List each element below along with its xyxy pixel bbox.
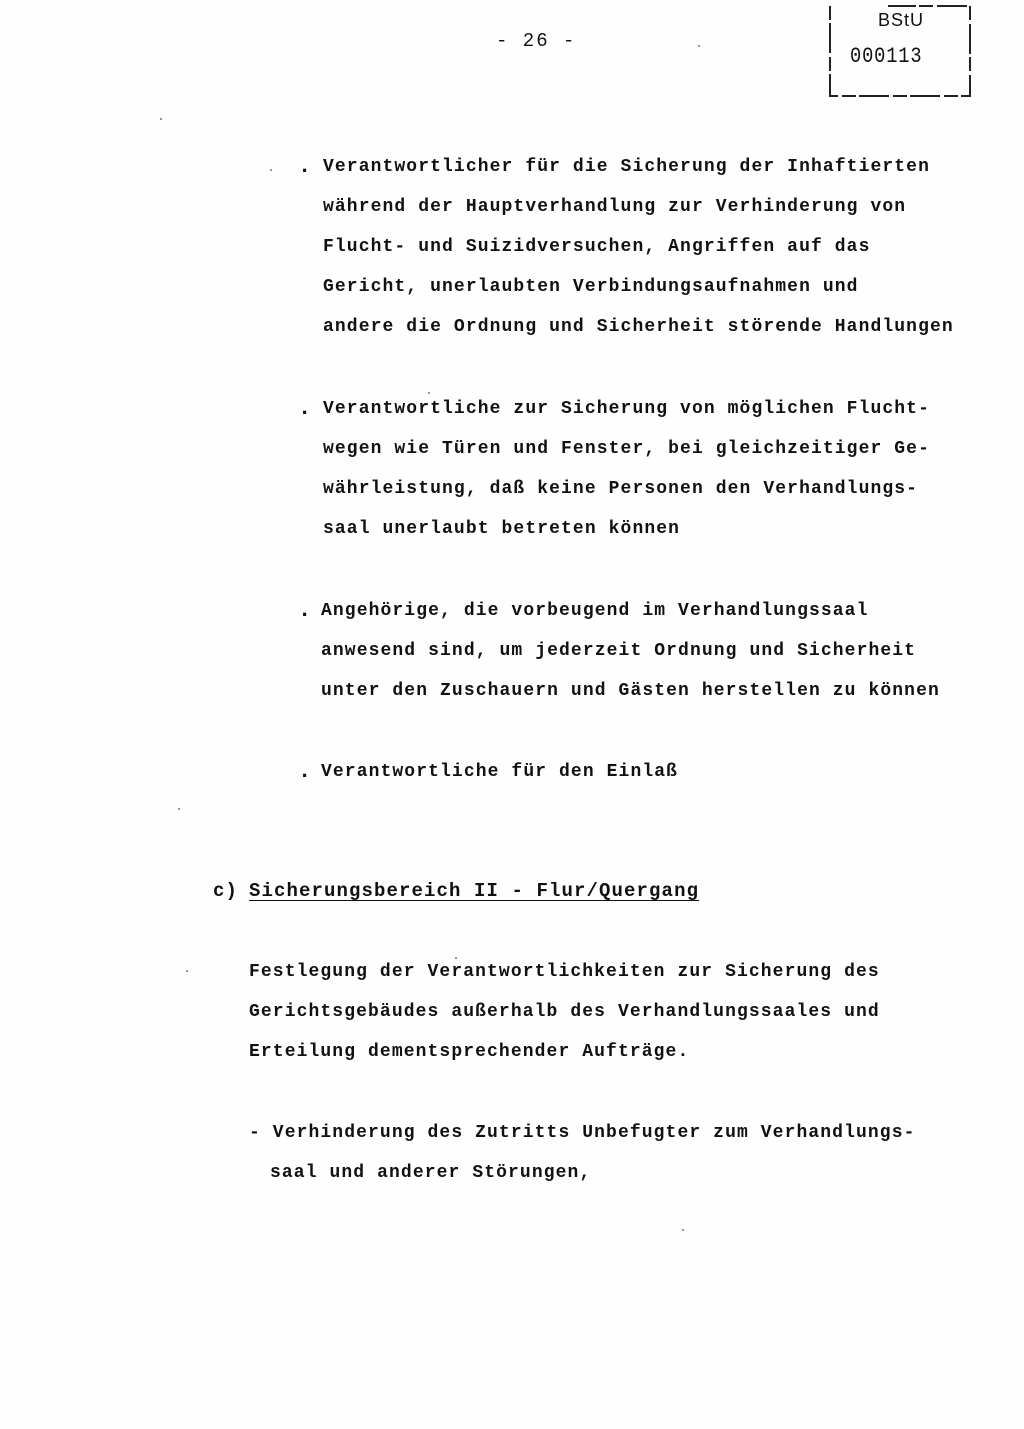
- page-number: - 26 -: [496, 30, 577, 52]
- paragraph-line-1: Festlegung der Verantwortlichkeiten zur Sicherung des: [249, 962, 880, 982]
- archive-stamp: [828, 4, 972, 100]
- bullet-marker: .: [298, 759, 312, 784]
- bullet-4-line-1: Verantwortliche für den Einlaß: [321, 762, 679, 782]
- scan-speck: [178, 808, 180, 810]
- bullet-2-line-3: währleistung, daß keine Personen den Verhandlungs-: [323, 479, 919, 499]
- dash-item-line-1: - Verhinderung des Zutritts Unbefugter zum Verhandlungs-: [249, 1123, 916, 1143]
- scan-speck: [698, 45, 700, 47]
- bullet-1-line-4: Gericht, unerlaubten Verbindungsaufnahmen und: [323, 277, 859, 297]
- scan-speck: [682, 1229, 684, 1231]
- paragraph-line-3: Erteilung dementsprechender Aufträge.: [249, 1042, 690, 1062]
- bullet-1-line-1: Verantwortlicher für die Sicherung der Inhaftierten: [323, 157, 930, 177]
- scan-speck: [186, 970, 188, 972]
- bullet-3-line-1: Angehörige, die vorbeugend im Verhandlungssaal: [321, 601, 869, 621]
- bullet-marker: .: [298, 154, 312, 179]
- section-label: c): [213, 880, 239, 902]
- bullet-marker: .: [298, 598, 312, 623]
- scan-speck: [455, 957, 457, 959]
- scan-speck: [428, 392, 430, 394]
- scan-speck: [160, 118, 162, 120]
- stamp-agency: BStU: [878, 10, 925, 30]
- section-heading: Sicherungsbereich II - Flur/Quergang: [249, 880, 700, 902]
- bullet-2-line-1: Verantwortliche zur Sicherung von möglichen Flucht-: [323, 399, 930, 419]
- bullet-3-line-2: anwesend sind, um jederzeit Ordnung und Sicherheit: [321, 641, 917, 661]
- bullet-1-line-3: Flucht- und Suizidversuchen, Angriffen auf das: [323, 237, 871, 257]
- stamp-number: 000113: [850, 44, 923, 69]
- dash-item-line-2: saal und anderer Störungen,: [270, 1163, 592, 1183]
- bullet-2-line-4: saal unerlaubt betreten können: [323, 519, 681, 539]
- bullet-3-line-3: unter den Zuschauern und Gästen herstellen zu können: [321, 681, 940, 701]
- bullet-2-line-2: wegen wie Türen und Fenster, bei gleichzeitiger Ge-: [323, 439, 930, 459]
- paragraph-line-2: Gerichtsgebäudes außerhalb des Verhandlungssaales und: [249, 1002, 880, 1022]
- bullet-1-line-5: andere die Ordnung und Sicherheit störende Handlungen: [323, 317, 954, 337]
- bullet-1-line-2: während der Hauptverhandlung zur Verhinderung von: [323, 197, 907, 217]
- scan-speck: [270, 169, 272, 171]
- bullet-marker: .: [298, 396, 312, 421]
